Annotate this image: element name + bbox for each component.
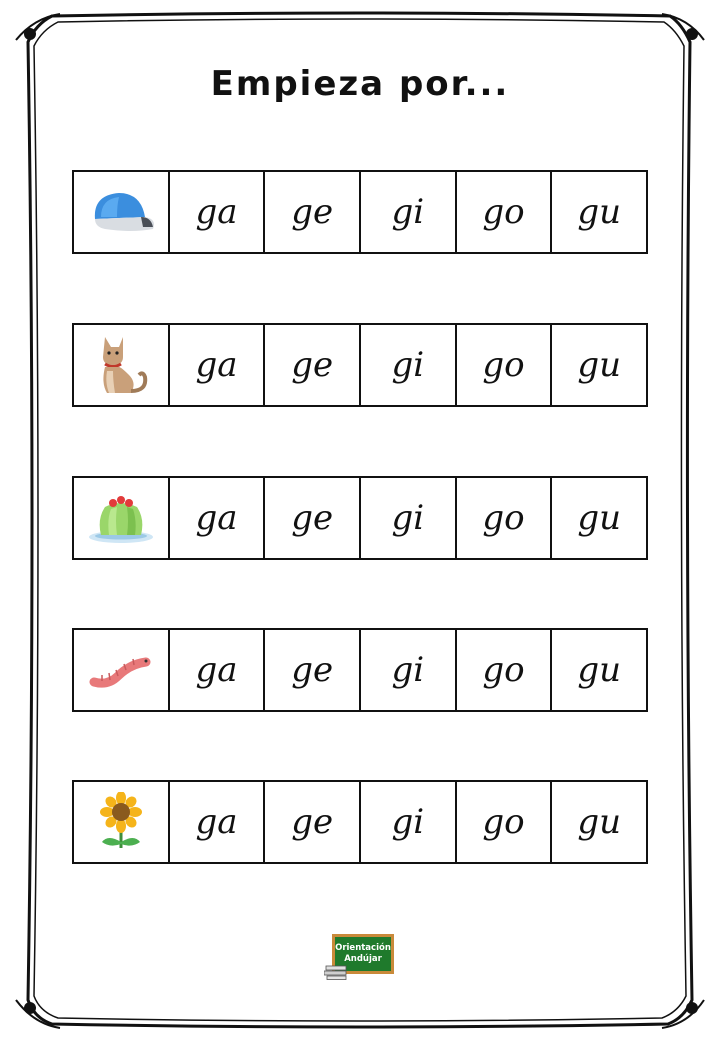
syllable-go: go [482, 650, 525, 690]
logo-line-2: Andújar [344, 954, 382, 964]
syllable-ge: ge [291, 802, 334, 842]
syllable-go: go [482, 802, 525, 842]
syllable-cell [550, 325, 646, 405]
page-title: Empieza por... [210, 64, 510, 104]
syllable-cell [455, 325, 551, 405]
syllable-cell [359, 325, 455, 405]
syllable-gi: gi [391, 498, 425, 538]
syllable-ge: ge [291, 498, 334, 538]
worm-icon [88, 650, 154, 690]
syllable-cell [263, 478, 359, 558]
picture-cell [74, 325, 168, 405]
syllable-ga: ga [195, 192, 238, 232]
syllable-gi: gi [391, 650, 425, 690]
syllable-gi: gi [391, 802, 425, 842]
syllable-cell [550, 172, 646, 252]
syllable-cell [455, 782, 551, 862]
picture-cell [74, 478, 168, 558]
syllable-cell [263, 172, 359, 252]
syllable-ge: ge [291, 192, 334, 232]
syllable-ga: ga [195, 802, 238, 842]
syllable-ge: ge [291, 345, 334, 385]
picture-cell [74, 172, 168, 252]
syllable-cell [455, 478, 551, 558]
syllable-gu: gu [577, 802, 622, 842]
syllable-gu: gu [577, 192, 622, 232]
syllable-gu: gu [577, 345, 622, 385]
sunflower-icon [96, 792, 146, 852]
logo-line-1: Orientación [335, 943, 391, 953]
syllable-cell [550, 630, 646, 710]
syllable-cell [168, 630, 264, 710]
syllable-cell [359, 478, 455, 558]
jelly-icon [87, 491, 155, 545]
syllable-ga: ga [195, 498, 238, 538]
syllable-gi: gi [391, 192, 425, 232]
cap-icon [87, 187, 155, 237]
syllable-cell [359, 782, 455, 862]
syllable-ga: ga [195, 650, 238, 690]
syllable-cell [359, 630, 455, 710]
cat-icon [91, 333, 151, 397]
orientacion-andujar-logo [330, 934, 396, 980]
syllable-cell [263, 630, 359, 710]
syllable-row [72, 476, 648, 560]
syllable-cell [359, 172, 455, 252]
syllable-row [72, 628, 648, 712]
syllable-go: go [482, 345, 525, 385]
syllable-cell [455, 630, 551, 710]
syllable-cell [263, 782, 359, 862]
syllable-ge: ge [291, 650, 334, 690]
syllable-gu: gu [577, 650, 622, 690]
books-icon [324, 964, 348, 980]
syllable-go: go [482, 192, 525, 232]
syllable-row [72, 170, 648, 254]
syllable-gu: gu [577, 498, 622, 538]
syllable-cell [455, 172, 551, 252]
syllable-ga: ga [195, 345, 238, 385]
syllable-row [72, 323, 648, 407]
syllable-gi: gi [391, 345, 425, 385]
picture-cell [74, 630, 168, 710]
syllable-row [72, 780, 648, 864]
syllable-cell [550, 478, 646, 558]
syllable-cell [168, 782, 264, 862]
picture-cell [74, 782, 168, 862]
syllable-cell [168, 478, 264, 558]
syllable-cell [168, 325, 264, 405]
syllable-cell [168, 172, 264, 252]
syllable-go: go [482, 498, 525, 538]
syllable-cell [263, 325, 359, 405]
syllable-cell [550, 782, 646, 862]
